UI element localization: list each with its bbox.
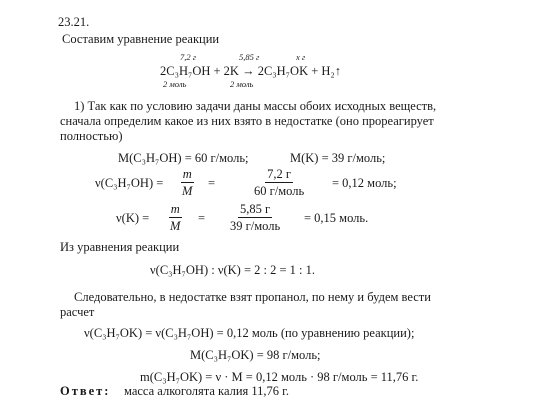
fraction-m-over-M bbox=[168, 202, 182, 233]
fraction-numerator: m bbox=[182, 167, 192, 181]
fraction-denominator: M bbox=[182, 184, 193, 198]
mole-ratio: ν(C₃H₇OH) : ν(K) = 2 : 2 = 1 : 1. bbox=[150, 263, 316, 277]
moles-potassium-label: 2 моль bbox=[230, 79, 254, 89]
para1-line2: сначала определим какое из них взято в недостатке (оно прореагирует bbox=[60, 114, 434, 128]
from-equation-text: Из уравнения реакции bbox=[60, 240, 180, 254]
molar-mass-potassium: M(K) = 39 г/моль; bbox=[290, 151, 386, 165]
fraction-propanol-values bbox=[252, 167, 306, 198]
reaction-equation: 2C₃H₇OH + 2K → 2C₃H₇OK + H₂↑ bbox=[160, 64, 342, 78]
fraction-numerator: 7,2 г bbox=[267, 167, 292, 181]
consequence-line2: расчет bbox=[60, 305, 95, 319]
nu-propanol-result: = 0,12 моль; bbox=[332, 176, 397, 190]
answer-label: Ответ: bbox=[60, 384, 111, 398]
moles-propanol-label: 2 моль bbox=[163, 79, 187, 89]
fraction-denominator: 60 г/моль bbox=[254, 184, 305, 198]
para1-line1: 1) Так как по условию задачи даны массы обоих исходных веществ, bbox=[74, 99, 437, 113]
fraction-m-over-M bbox=[180, 167, 194, 198]
fraction-denominator: M bbox=[170, 219, 181, 233]
problem-number: 23.21. bbox=[58, 15, 90, 29]
mass-propanol-label: 7,2 г bbox=[180, 52, 197, 62]
fraction-denominator: 39 г/моль bbox=[230, 219, 281, 233]
nu-potassium-result: = 0,15 моль. bbox=[304, 211, 369, 225]
unknown-mass-label: x г bbox=[296, 52, 306, 62]
mass-product-calc: m(C₃H₇OK) = ν · M = 0,12 моль · 98 г/моль = 11,76 г. bbox=[140, 370, 419, 384]
nu-product: ν(C₃H₇OK) = ν(C₃H₇OH) = 0,12 моль (по уравнению реакции); bbox=[84, 326, 415, 340]
molar-mass-product: M(C₃H₇OK) = 98 г/моль; bbox=[190, 348, 321, 362]
fraction-potassium-values bbox=[228, 202, 282, 233]
molar-mass-propanol: M(C₃H₇OH) = 60 г/моль; bbox=[118, 151, 249, 165]
answer-text: масса алкоголята калия 11,76 г. bbox=[124, 384, 290, 398]
nu-potassium-lhs: ν(K) = bbox=[116, 211, 150, 225]
mass-potassium-label: 5,85 г bbox=[239, 52, 260, 62]
equals-sign: = bbox=[208, 176, 216, 190]
equals-sign: = bbox=[198, 211, 206, 225]
fraction-numerator: m bbox=[170, 202, 180, 216]
nu-propanol-lhs: ν(C₃H₇OH) = bbox=[95, 176, 164, 190]
compose-equation-text: Составим уравнение реакции bbox=[62, 32, 220, 46]
para1-line3: полностью) bbox=[60, 129, 123, 143]
fraction-numerator: 5,85 г bbox=[240, 202, 271, 216]
consequence-line1: Следовательно, в недостатке взят пропанол, по нему и будем вести bbox=[74, 290, 431, 304]
